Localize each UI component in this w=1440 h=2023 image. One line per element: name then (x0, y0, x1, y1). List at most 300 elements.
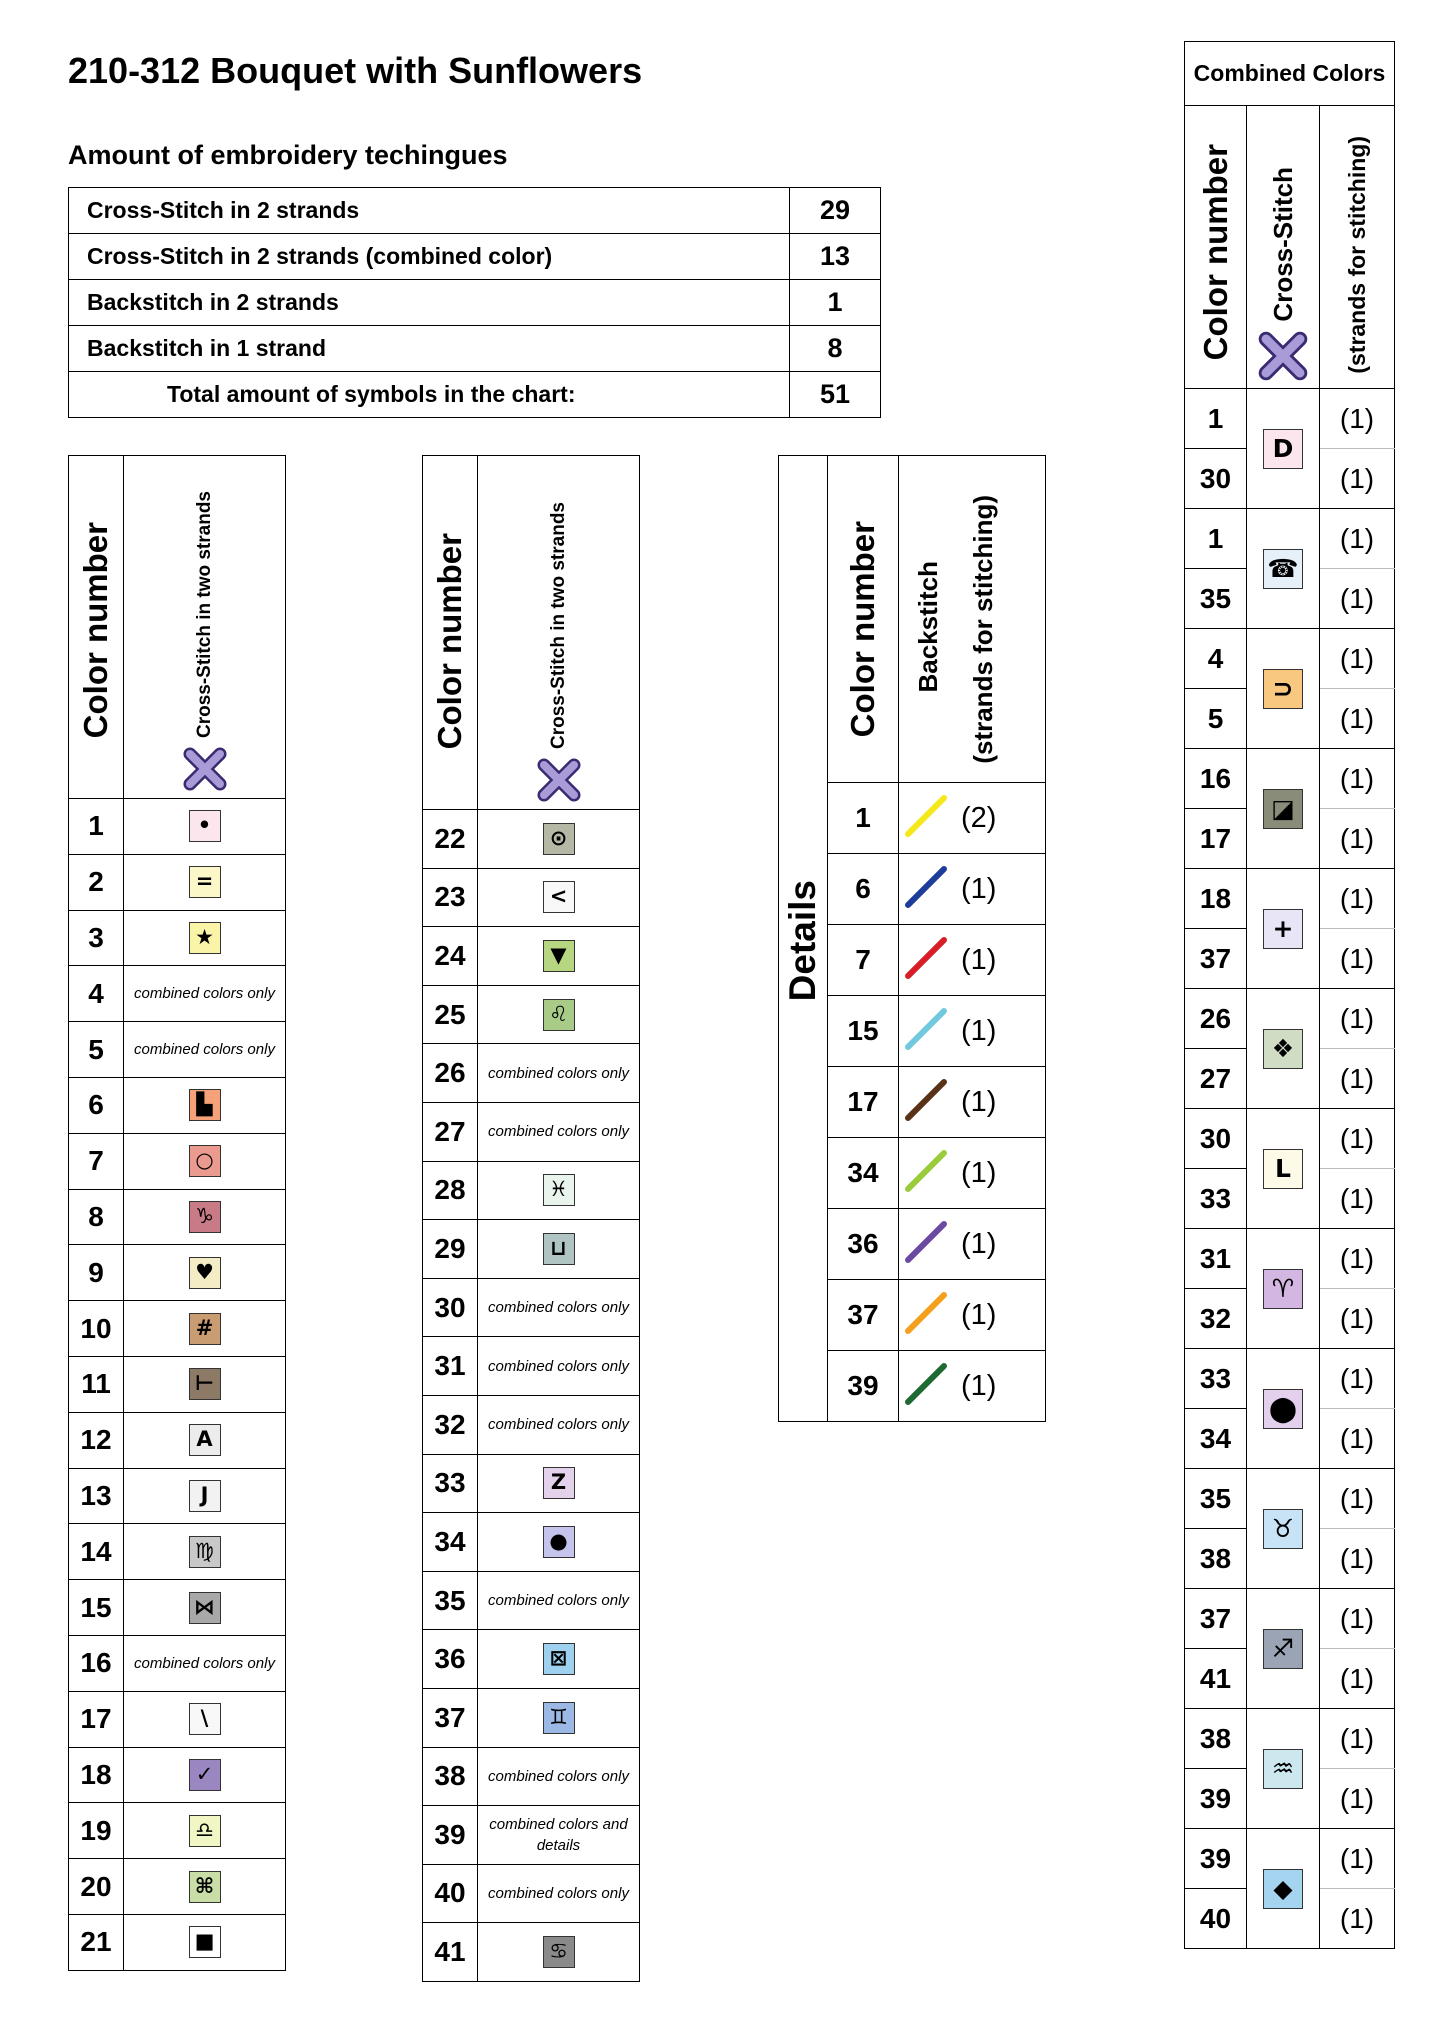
stitch-symbol-icon: ♉ (1263, 1509, 1303, 1549)
symbol-cell (124, 799, 286, 855)
table-row (423, 1571, 640, 1630)
color-number: 35 (1185, 569, 1247, 629)
symbol-cell (478, 1454, 640, 1513)
symbol-cell (478, 810, 640, 869)
symbol-cell (478, 1630, 640, 1689)
strands-count: (1) (951, 925, 1046, 996)
color-number: 38 (1185, 1529, 1247, 1589)
color-number: 26 (1185, 989, 1247, 1049)
stitch-symbol-icon: ★ (189, 922, 221, 954)
symbol-cell (124, 966, 286, 1022)
table-row (423, 1102, 640, 1161)
table-row (423, 1806, 640, 1865)
color-number-header: Color number (69, 456, 124, 799)
stitch-symbol-icon: ⊢ (189, 1368, 221, 1400)
combined-row (1185, 869, 1395, 929)
strands-count: (1) (1320, 749, 1395, 809)
symbol-cell (1247, 509, 1320, 629)
color-number: 26 (423, 1044, 478, 1103)
stitch-symbol-icon: + (1263, 909, 1303, 949)
amount-table (68, 187, 881, 418)
combined-row (1185, 1709, 1395, 1769)
table-row (69, 1691, 286, 1747)
table-row (69, 799, 286, 855)
table-row (69, 1022, 286, 1078)
strands-count: (1) (1320, 629, 1395, 689)
stitch-symbol-icon: ☎ (1263, 549, 1303, 589)
table-row (423, 1513, 640, 1572)
symbol-cell (124, 910, 286, 966)
symbol-cell (1247, 1469, 1320, 1589)
amount-row (69, 188, 881, 234)
color-number: 41 (423, 1923, 478, 1982)
stitch-symbol-icon: ● (543, 1526, 575, 1558)
color-number: 13 (69, 1468, 124, 1524)
backstitch-line-icon (899, 854, 952, 925)
amount-value: 29 (790, 188, 881, 234)
table-row (423, 1278, 640, 1337)
color-number: 6 (69, 1077, 124, 1133)
amount-label: Backstitch in 1 strand (69, 326, 790, 372)
table-row (69, 1245, 286, 1301)
section-subtitle: Amount of embroidery techingues (68, 140, 508, 170)
strands-count: (1) (951, 1138, 1046, 1209)
symbol-cell (478, 1747, 640, 1806)
cross-stitch-header: Cross-Stitch in two strands (478, 456, 640, 810)
combined-colors-note: combined colors only (488, 1064, 629, 1082)
table-row (69, 1914, 286, 1970)
color-number: 9 (69, 1245, 124, 1301)
color-number: 14 (69, 1524, 124, 1580)
table-row (69, 1580, 286, 1636)
stitch-symbol-icon: # (189, 1313, 221, 1345)
amount-label: Backstitch in 2 strands (69, 280, 790, 326)
combined-row (1185, 989, 1395, 1049)
backstitch-line-icon (899, 1351, 952, 1422)
symbol-cell (124, 1747, 286, 1803)
strands-count: (1) (1320, 989, 1395, 1049)
table-row (423, 1688, 640, 1747)
strands-count: (1) (1320, 1169, 1395, 1229)
color-number: 30 (423, 1278, 478, 1337)
symbol-cell (124, 1803, 286, 1859)
symbol-cell (1247, 1349, 1320, 1469)
table-row (69, 1468, 286, 1524)
strands-count: (1) (1320, 1289, 1395, 1349)
symbol-cell (478, 1337, 640, 1396)
strands-count: (1) (951, 854, 1046, 925)
symbol-cell (478, 1220, 640, 1279)
strands-count: (1) (1320, 1709, 1395, 1769)
strands-count: (2) (951, 783, 1046, 854)
cross-stitch-table-2 (422, 455, 640, 1982)
combined-colors-table (1184, 41, 1395, 1949)
stitch-symbol-icon: ▙ (189, 1089, 221, 1121)
symbol-cell (124, 1356, 286, 1412)
amount-label: Total amount of symbols in the chart: (69, 372, 790, 418)
cross-stitch-x-icon (1257, 330, 1309, 382)
symbol-cell (478, 868, 640, 927)
color-number: 1 (69, 799, 124, 855)
symbol-cell (478, 1102, 640, 1161)
strands-count: (1) (1320, 569, 1395, 629)
symbol-cell (124, 1859, 286, 1915)
stitch-symbol-icon: ⊙ (543, 823, 575, 855)
color-number: 21 (69, 1914, 124, 1970)
backstitch-line-icon (899, 925, 952, 996)
color-number: 17 (828, 1067, 899, 1138)
color-number: 15 (69, 1580, 124, 1636)
symbol-cell (124, 1133, 286, 1189)
color-number: 31 (423, 1337, 478, 1396)
strands-count: (1) (1320, 1469, 1395, 1529)
table-row (423, 1337, 640, 1396)
strands-count: (1) (1320, 809, 1395, 869)
symbol-cell (478, 1044, 640, 1103)
combined-row (1185, 1109, 1395, 1169)
strands-header: (strands for stitching) (1320, 106, 1395, 389)
color-number: 19 (69, 1803, 124, 1859)
strands-count: (1) (1320, 1229, 1395, 1289)
color-number: 16 (1185, 749, 1247, 809)
backstitch-line-icon (899, 1209, 952, 1280)
strands-count: (1) (1320, 509, 1395, 569)
stitch-symbol-icon: ♊ (543, 1702, 575, 1734)
color-number: 30 (1185, 1109, 1247, 1169)
color-number: 40 (1185, 1889, 1247, 1949)
color-number: 41 (1185, 1649, 1247, 1709)
color-number: 35 (423, 1571, 478, 1630)
strands-count: (1) (1320, 1349, 1395, 1409)
symbol-cell (1247, 629, 1320, 749)
stitch-symbol-icon: ⊃ (1263, 669, 1303, 709)
symbol-cell (124, 1077, 286, 1133)
symbol-cell (124, 1914, 286, 1970)
strands-count: (1) (951, 996, 1046, 1067)
stitch-symbol-icon: < (543, 881, 575, 913)
combined-row (1185, 1349, 1395, 1409)
symbol-cell (478, 1806, 640, 1865)
table-row (69, 1412, 286, 1468)
cross-stitch-x-icon (536, 757, 582, 803)
color-number: 1 (1185, 389, 1247, 449)
combined-colors-note: combined colors only (134, 1654, 275, 1672)
color-number: 18 (69, 1747, 124, 1803)
color-number: 34 (423, 1513, 478, 1572)
amount-value: 8 (790, 326, 881, 372)
strands-count: (1) (1320, 1829, 1395, 1889)
combined-row (1185, 1469, 1395, 1529)
stitch-symbol-icon: ⌘ (189, 1871, 221, 1903)
color-number: 33 (1185, 1349, 1247, 1409)
table-row (423, 1923, 640, 1982)
color-number: 36 (423, 1630, 478, 1689)
symbol-cell (1247, 1829, 1320, 1949)
color-number: 29 (423, 1220, 478, 1279)
amount-value: 13 (790, 234, 881, 280)
strands-count: (1) (1320, 449, 1395, 509)
combined-colors-title: Combined Colors (1185, 42, 1395, 106)
stitch-symbol-icon: ⋈ (189, 1592, 221, 1624)
table-row (69, 1859, 286, 1915)
table-row (69, 1803, 286, 1859)
combined-row (1185, 749, 1395, 809)
color-number: 32 (1185, 1289, 1247, 1349)
combined-colors-note: combined colors only (488, 1357, 629, 1375)
symbol-cell (478, 1395, 640, 1454)
color-number: 35 (1185, 1469, 1247, 1529)
combined-colors-note: combined colors only (488, 1416, 629, 1434)
symbol-cell (1247, 1589, 1320, 1709)
color-number: 16 (69, 1635, 124, 1691)
color-number: 28 (423, 1161, 478, 1220)
combined-row (1185, 629, 1395, 689)
color-number: 38 (1185, 1709, 1247, 1769)
symbol-cell (124, 1691, 286, 1747)
strands-count: (1) (1320, 1649, 1395, 1709)
color-number: 37 (423, 1688, 478, 1747)
color-number: 4 (69, 966, 124, 1022)
stitch-symbol-icon: ♈ (1263, 1269, 1303, 1309)
stitch-symbol-icon: ▼ (543, 940, 575, 972)
backstitch-header: Backstitch (strands for stitching) (899, 456, 1046, 783)
symbol-cell (124, 1412, 286, 1468)
color-number: 1 (828, 783, 899, 854)
stitch-symbol-icon: \ (189, 1703, 221, 1735)
color-number: 23 (423, 868, 478, 927)
symbol-cell (478, 927, 640, 986)
stitch-symbol-icon: ♐ (1263, 1629, 1303, 1669)
color-number: 39 (828, 1351, 899, 1422)
combined-row (1185, 509, 1395, 569)
color-number: 25 (423, 985, 478, 1044)
table-row (423, 985, 640, 1044)
color-number-header: Color number (828, 456, 899, 783)
details-table (778, 455, 1046, 1422)
table-row (423, 868, 640, 927)
table-row (423, 1630, 640, 1689)
symbol-cell (124, 1245, 286, 1301)
symbol-cell (124, 1189, 286, 1245)
table-row (423, 810, 640, 869)
symbol-cell (1247, 749, 1320, 869)
stitch-symbol-icon: • (189, 810, 221, 842)
color-number: 2 (69, 854, 124, 910)
strands-count: (1) (1320, 1769, 1395, 1829)
stitch-symbol-icon: ⊠ (543, 1643, 575, 1675)
table-row (69, 1301, 286, 1357)
color-number: 37 (828, 1280, 899, 1351)
combined-row (1185, 1589, 1395, 1649)
stitch-symbol-icon: ◪ (1263, 789, 1303, 829)
color-number: 27 (1185, 1049, 1247, 1109)
cross-stitch-header: Cross-Stitch (1247, 106, 1320, 389)
color-number: 34 (828, 1138, 899, 1209)
stitch-symbol-icon: ⬤ (1263, 1389, 1303, 1429)
strands-count: (1) (951, 1067, 1046, 1138)
strands-count: (1) (1320, 869, 1395, 929)
table-row (423, 1161, 640, 1220)
color-number: 40 (423, 1864, 478, 1923)
symbol-cell (478, 1688, 640, 1747)
symbol-cell (1247, 1709, 1320, 1829)
cross-stitch-table-1 (68, 455, 286, 1971)
color-number: 17 (1185, 809, 1247, 869)
strands-count: (1) (1320, 1049, 1395, 1109)
color-number: 39 (1185, 1769, 1247, 1829)
color-number: 31 (1185, 1229, 1247, 1289)
color-number: 20 (69, 1859, 124, 1915)
strands-count: (1) (1320, 1589, 1395, 1649)
symbol-cell (1247, 1109, 1320, 1229)
color-number: 18 (1185, 869, 1247, 929)
table-row (423, 1044, 640, 1103)
combined-colors-note: combined colors and details (489, 1815, 628, 1854)
combined-colors-note: combined colors only (134, 1041, 275, 1059)
color-number: 3 (69, 910, 124, 966)
stitch-symbol-icon: ♥ (189, 1257, 221, 1289)
combined-row (1185, 1229, 1395, 1289)
color-number: 38 (423, 1747, 478, 1806)
symbol-cell (1247, 869, 1320, 989)
table-row (423, 1864, 640, 1923)
symbol-cell (478, 1513, 640, 1572)
table-row (69, 1077, 286, 1133)
color-number-header: Color number (1185, 106, 1247, 389)
amount-value: 1 (790, 280, 881, 326)
color-number: 15 (828, 996, 899, 1067)
page-title: 210-312 Bouquet with Sunflowers (68, 50, 643, 91)
symbol-cell (124, 854, 286, 910)
color-number: 7 (828, 925, 899, 996)
strands-count: (1) (1320, 1109, 1395, 1169)
stitch-symbol-icon: = (189, 866, 221, 898)
backstitch-line-icon (899, 996, 952, 1067)
table-row (69, 910, 286, 966)
table-row (69, 1356, 286, 1412)
stitch-symbol-icon: ♌ (543, 999, 575, 1031)
table-row (423, 1395, 640, 1454)
color-number: 27 (423, 1102, 478, 1161)
symbol-cell (124, 1524, 286, 1580)
color-number: 6 (828, 854, 899, 925)
table-row (69, 1635, 286, 1691)
color-number: 1 (1185, 509, 1247, 569)
stitch-symbol-icon: ■ (189, 1926, 221, 1958)
table-row (423, 1220, 640, 1279)
combined-row (1185, 389, 1395, 449)
amount-value: 51 (790, 372, 881, 418)
symbol-cell (478, 1864, 640, 1923)
stitch-symbol-icon: ✓ (189, 1759, 221, 1791)
color-number: 8 (69, 1189, 124, 1245)
color-number: 22 (423, 810, 478, 869)
strands-count: (1) (1320, 689, 1395, 749)
color-number: 5 (69, 1022, 124, 1078)
color-number: 24 (423, 927, 478, 986)
table-row (423, 927, 640, 986)
table-row (69, 1524, 286, 1580)
strands-count: (1) (1320, 389, 1395, 449)
amount-label: Cross-Stitch in 2 strands (combined color) (69, 234, 790, 280)
color-number: 11 (69, 1356, 124, 1412)
combined-colors-note: combined colors only (134, 985, 275, 1003)
symbol-cell (124, 1468, 286, 1524)
color-number: 30 (1185, 449, 1247, 509)
stitch-symbol-icon: ♋ (543, 1936, 575, 1968)
stitch-symbol-icon: ♒ (1263, 1749, 1303, 1789)
stitch-symbol-icon: ⊔ (543, 1233, 575, 1265)
color-number: 34 (1185, 1409, 1247, 1469)
amount-label: Cross-Stitch in 2 strands (69, 188, 790, 234)
stitch-symbol-icon: L (1263, 1149, 1303, 1189)
color-number: 32 (423, 1395, 478, 1454)
color-number: 33 (1185, 1169, 1247, 1229)
color-number: 39 (1185, 1829, 1247, 1889)
symbol-cell (478, 1161, 640, 1220)
symbol-cell (124, 1635, 286, 1691)
symbol-cell (124, 1022, 286, 1078)
color-number: 33 (423, 1454, 478, 1513)
symbol-cell (124, 1580, 286, 1636)
strands-count: (1) (951, 1351, 1046, 1422)
stitch-symbol-icon: ♓ (543, 1174, 575, 1206)
table-row (69, 1133, 286, 1189)
color-number: 17 (69, 1691, 124, 1747)
amount-row (69, 372, 881, 418)
strands-count: (1) (1320, 1889, 1395, 1949)
color-number: 12 (69, 1412, 124, 1468)
color-number: 37 (1185, 1589, 1247, 1649)
strands-count: (1) (1320, 1529, 1395, 1589)
strands-count: (1) (951, 1209, 1046, 1280)
color-number: 36 (828, 1209, 899, 1280)
symbol-cell (478, 1571, 640, 1630)
strands-count: (1) (1320, 1409, 1395, 1469)
backstitch-line-icon (899, 1067, 952, 1138)
combined-row (1185, 1829, 1395, 1889)
stitch-symbol-icon: Z (543, 1467, 575, 1499)
table-row (423, 1454, 640, 1513)
amount-row (69, 280, 881, 326)
details-side-label: Details (779, 456, 828, 1422)
amount-row (69, 234, 881, 280)
stitch-symbol-icon: ♑ (189, 1201, 221, 1233)
stitch-symbol-icon: ◆ (1263, 1869, 1303, 1909)
combined-colors-note: combined colors only (488, 1884, 629, 1902)
stitch-symbol-icon: ♍ (189, 1536, 221, 1568)
stitch-symbol-icon: ♎ (189, 1815, 221, 1847)
color-number: 10 (69, 1301, 124, 1357)
combined-colors-note: combined colors only (488, 1767, 629, 1785)
symbol-cell (478, 1923, 640, 1982)
color-number: 5 (1185, 689, 1247, 749)
symbol-cell (1247, 989, 1320, 1109)
color-number-header: Color number (423, 456, 478, 810)
stitch-symbol-icon: A (189, 1424, 221, 1456)
symbol-cell (478, 1278, 640, 1337)
backstitch-line-icon (899, 1138, 952, 1209)
symbol-cell (478, 985, 640, 1044)
stitch-symbol-icon: ❖ (1263, 1029, 1303, 1069)
color-number: 7 (69, 1133, 124, 1189)
table-row (69, 1747, 286, 1803)
color-number: 37 (1185, 929, 1247, 989)
backstitch-line-icon (899, 1280, 952, 1351)
strands-count: (1) (951, 1280, 1046, 1351)
cross-stitch-header: Cross-Stitch in two strands (124, 456, 286, 799)
amount-row (69, 326, 881, 372)
